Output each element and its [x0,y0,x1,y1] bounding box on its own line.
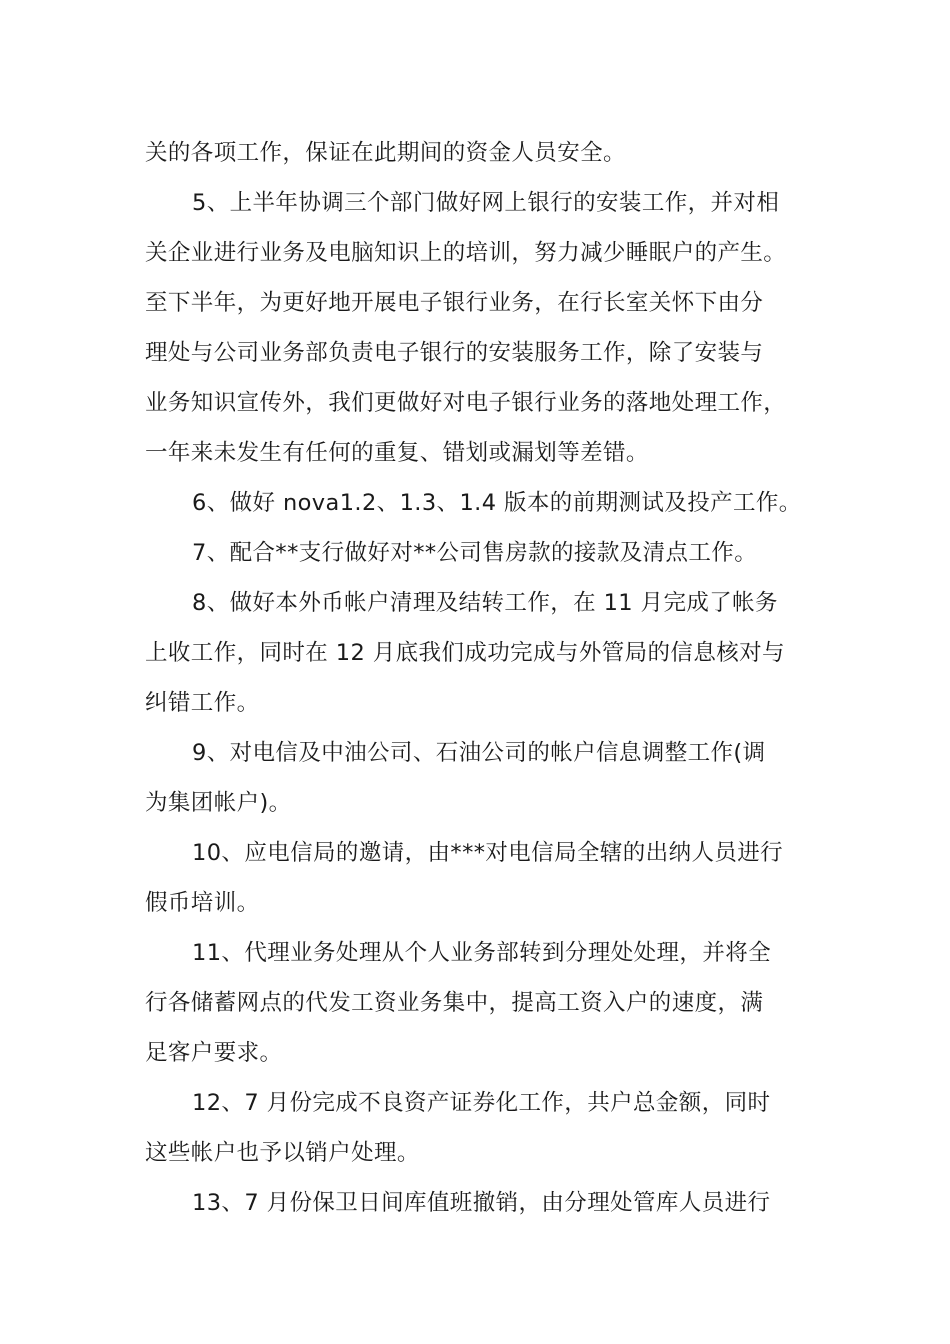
document-body [145,128,825,1228]
text-line: 业务知识宣传外，我们更做好对电子银行业务的落地处理工作， [145,390,787,416]
text-line: 行各储蓄网点的代发工资业务集中，提高工资入户的速度，满 [145,990,764,1016]
text-line: 6、做好 nova1.2、1.3、1.4 版本的前期测试及投产工作。 [192,490,802,516]
text-line: 13、7 月份保卫日间库值班撤销，由分理处管库人员进行 [192,1190,771,1216]
text-line: 10、应电信局的邀请，由***对电信局全辖的出纳人员进行 [192,840,784,866]
text-line: 假币培训。 [145,890,260,916]
text-line: 5、上半年协调三个部门做好网上银行的安装工作，并对相 [192,190,780,216]
text-line: 理处与公司业务部负责电子银行的安装服务工作，除了安装与 [145,340,764,366]
text-line: 关企业进行业务及电脑知识上的培训，努力减少睡眠户的产生。 [145,240,787,266]
text-line: 12、7 月份完成不良资产证券化工作，共户总金额，同时 [192,1090,771,1116]
text-line: 9、对电信及中油公司、石油公司的帐户信息调整工作(调 [192,740,766,766]
text-line: 一年来未发生有任何的重复、错划或漏划等差错。 [145,440,649,466]
text-line: 8、做好本外币帐户清理及结转工作，在 11 月完成了帐务 [192,590,778,616]
text-line: 上收工作，同时在 12 月底我们成功完成与外管局的信息核对与 [145,640,785,666]
text-line: 这些帐户也予以销户处理。 [145,1140,420,1166]
text-line: 关的各项工作，保证在此期间的资金人员安全。 [145,140,626,166]
text-line: 足客户要求。 [145,1040,283,1066]
text-line: 纠错工作。 [145,690,260,716]
text-line: 7、配合**支行做好对**公司售房款的接款及清点工作。 [192,540,758,566]
text-line: 为集团帐户)。 [145,790,292,816]
text-line: 11、代理业务处理从个人业务部转到分理处处理，并将全 [192,940,772,966]
text-line: 至下半年，为更好地开展电子银行业务，在行长室关怀下由分 [145,290,764,316]
